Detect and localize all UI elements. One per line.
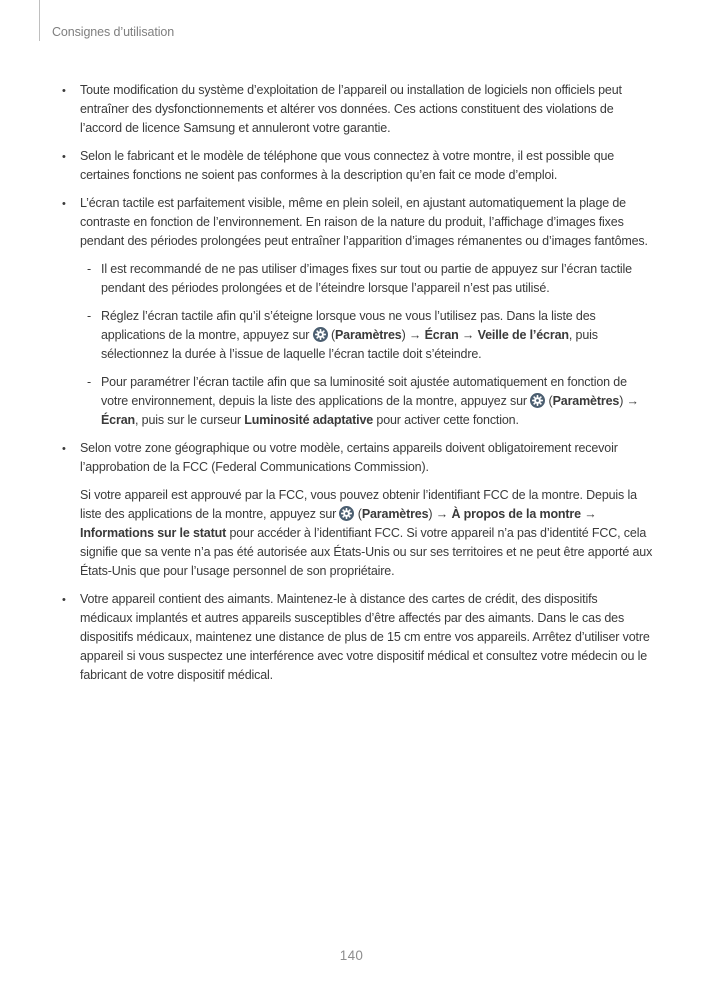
settings-icon bbox=[339, 505, 354, 524]
settings-icon bbox=[313, 326, 328, 345]
text-run: pour accéder à l’identifiant FCC. Si votre appareil n’a pas d’identité FCC, cela signifie que sa vente n’a pas été autorisée aux États-Unis ou sur ses territoires et ne peut être apporté aux États-Unis que pour l’usage personnel de son propriétaire. bbox=[80, 526, 653, 578]
text-run: , puis sur le curseur bbox=[135, 413, 245, 427]
paragraph bbox=[61, 486, 653, 581]
text-run: Selon votre zone géographique ou votre modèle, certains appareils doivent obligatoirement recevoir l’approbation de la FCC (Federal Communications Commission). bbox=[80, 441, 618, 474]
text-run: ) → bbox=[428, 507, 452, 521]
bold-text-run: Paramètres bbox=[552, 394, 620, 408]
bold-text-run: Paramètres bbox=[334, 328, 402, 342]
text-run: ) → bbox=[401, 328, 425, 342]
content bbox=[61, 81, 653, 694]
bold-text-run: Luminosité adaptative bbox=[244, 413, 374, 427]
text-run: ( bbox=[545, 394, 553, 408]
text-run: Votre appareil contient des aimants. Maintenez-le à distance des cartes de crédit, des dispositifs médicaux implantés et autres appareils susceptibles d’être affectés par des aimants. Dans le cas des dispositifs médicaux, maintenez une distance de plus de 15 cm entre vos appareils. Arrêtez d’utiliser votre appareil si vous suspectez une interférence avec votre dispositif médical et consultez votre médecin ou le fabricant de votre dispositif médical. bbox=[80, 592, 650, 682]
text-run: ( bbox=[327, 328, 335, 342]
dash-marker: - bbox=[87, 262, 92, 276]
text-run: Réglez l’écran tactile afin qu’il s’éteigne lorsque vous ne vous l’utilisez pas. Dans la liste des applications de la montre, appuyez sur bbox=[101, 309, 596, 342]
settings-icon bbox=[530, 392, 545, 411]
bold-text-run: Écran bbox=[101, 413, 135, 427]
bullet-marker: • bbox=[62, 151, 66, 163]
bullet-marker: • bbox=[62, 594, 66, 606]
page-header-title: Consignes d’utilisation bbox=[52, 25, 175, 39]
bullet-item bbox=[61, 439, 653, 477]
text-run: → bbox=[580, 507, 597, 521]
text-run: ) → bbox=[619, 394, 639, 408]
text-run: Si votre appareil est approuvé par la FCC, vous pouvez obtenir l’identifiant FCC de la montre. Depuis la liste des applications de la montre, appuyez sur bbox=[80, 488, 637, 521]
sub-bullet-item bbox=[86, 373, 653, 430]
page-number: 140 bbox=[339, 948, 364, 963]
bullet-item bbox=[61, 81, 653, 138]
text-run: pour activer cette fonction. bbox=[373, 413, 519, 427]
sub-bullet-item bbox=[86, 260, 653, 298]
dash-marker: - bbox=[87, 375, 92, 389]
header-rule bbox=[39, 0, 40, 41]
bold-text-run: Écran bbox=[424, 328, 459, 342]
bullet-marker: • bbox=[62, 85, 66, 97]
text-run: Toute modification du système d’exploitation de l’appareil ou installation de logiciels non officiels peut entraîner des dysfonctionnements et altérer vos données. Ces actions constituent des violations de l’accord de licence Samsung et annuleront votre garantie. bbox=[80, 83, 622, 135]
text-run: , puis sélectionnez la durée à l’issue de laquelle l’écran tactile doit s’éteindre. bbox=[101, 328, 598, 361]
bullet-marker: • bbox=[62, 443, 66, 455]
text-run: → bbox=[458, 328, 478, 342]
text-run: Selon le fabricant et le modèle de téléphone que vous connectez à votre montre, il est possible que certaines fonctions ne soient pas conformes à la description qu’en fait ce mode d’emploi. bbox=[80, 149, 615, 182]
text-run: Il est recommandé de ne pas utiliser d’images fixes sur tout ou partie de appuyez sur l’écran tactile pendant des périodes prolongées et de l’éteindre lorsque l’appareil n’est pas utilisé. bbox=[101, 262, 632, 295]
text-run: ( bbox=[354, 507, 362, 521]
text-run: Pour paramétrer l’écran tactile afin que sa luminosité soit ajustée automatiquement en fonction de votre environnement, depuis la liste des applications de la montre, appuyez sur bbox=[101, 375, 627, 408]
text-run: L’écran tactile est parfaitement visible, même en plein soleil, en ajustant automatiquement la plage de contraste en fonction de l’environnement. En raison de la nature du produit, l’affichage d’images fixes pendant des périodes prolongées peut entraîner l’apparition d’images rémanentes ou d’images fantômes. bbox=[80, 196, 648, 248]
bullet-item bbox=[61, 147, 653, 185]
bullet-item bbox=[61, 590, 653, 685]
bullet-marker: • bbox=[62, 198, 66, 210]
bold-text-run: À propos de la montre bbox=[451, 507, 581, 521]
bold-text-run: Paramètres bbox=[361, 507, 429, 521]
bold-text-run: Informations sur le statut bbox=[80, 526, 227, 540]
bold-text-run: Veille de l’écran bbox=[477, 328, 569, 342]
bullet-item bbox=[61, 194, 653, 251]
dash-marker: - bbox=[87, 309, 92, 323]
sub-bullet-item bbox=[86, 307, 653, 364]
